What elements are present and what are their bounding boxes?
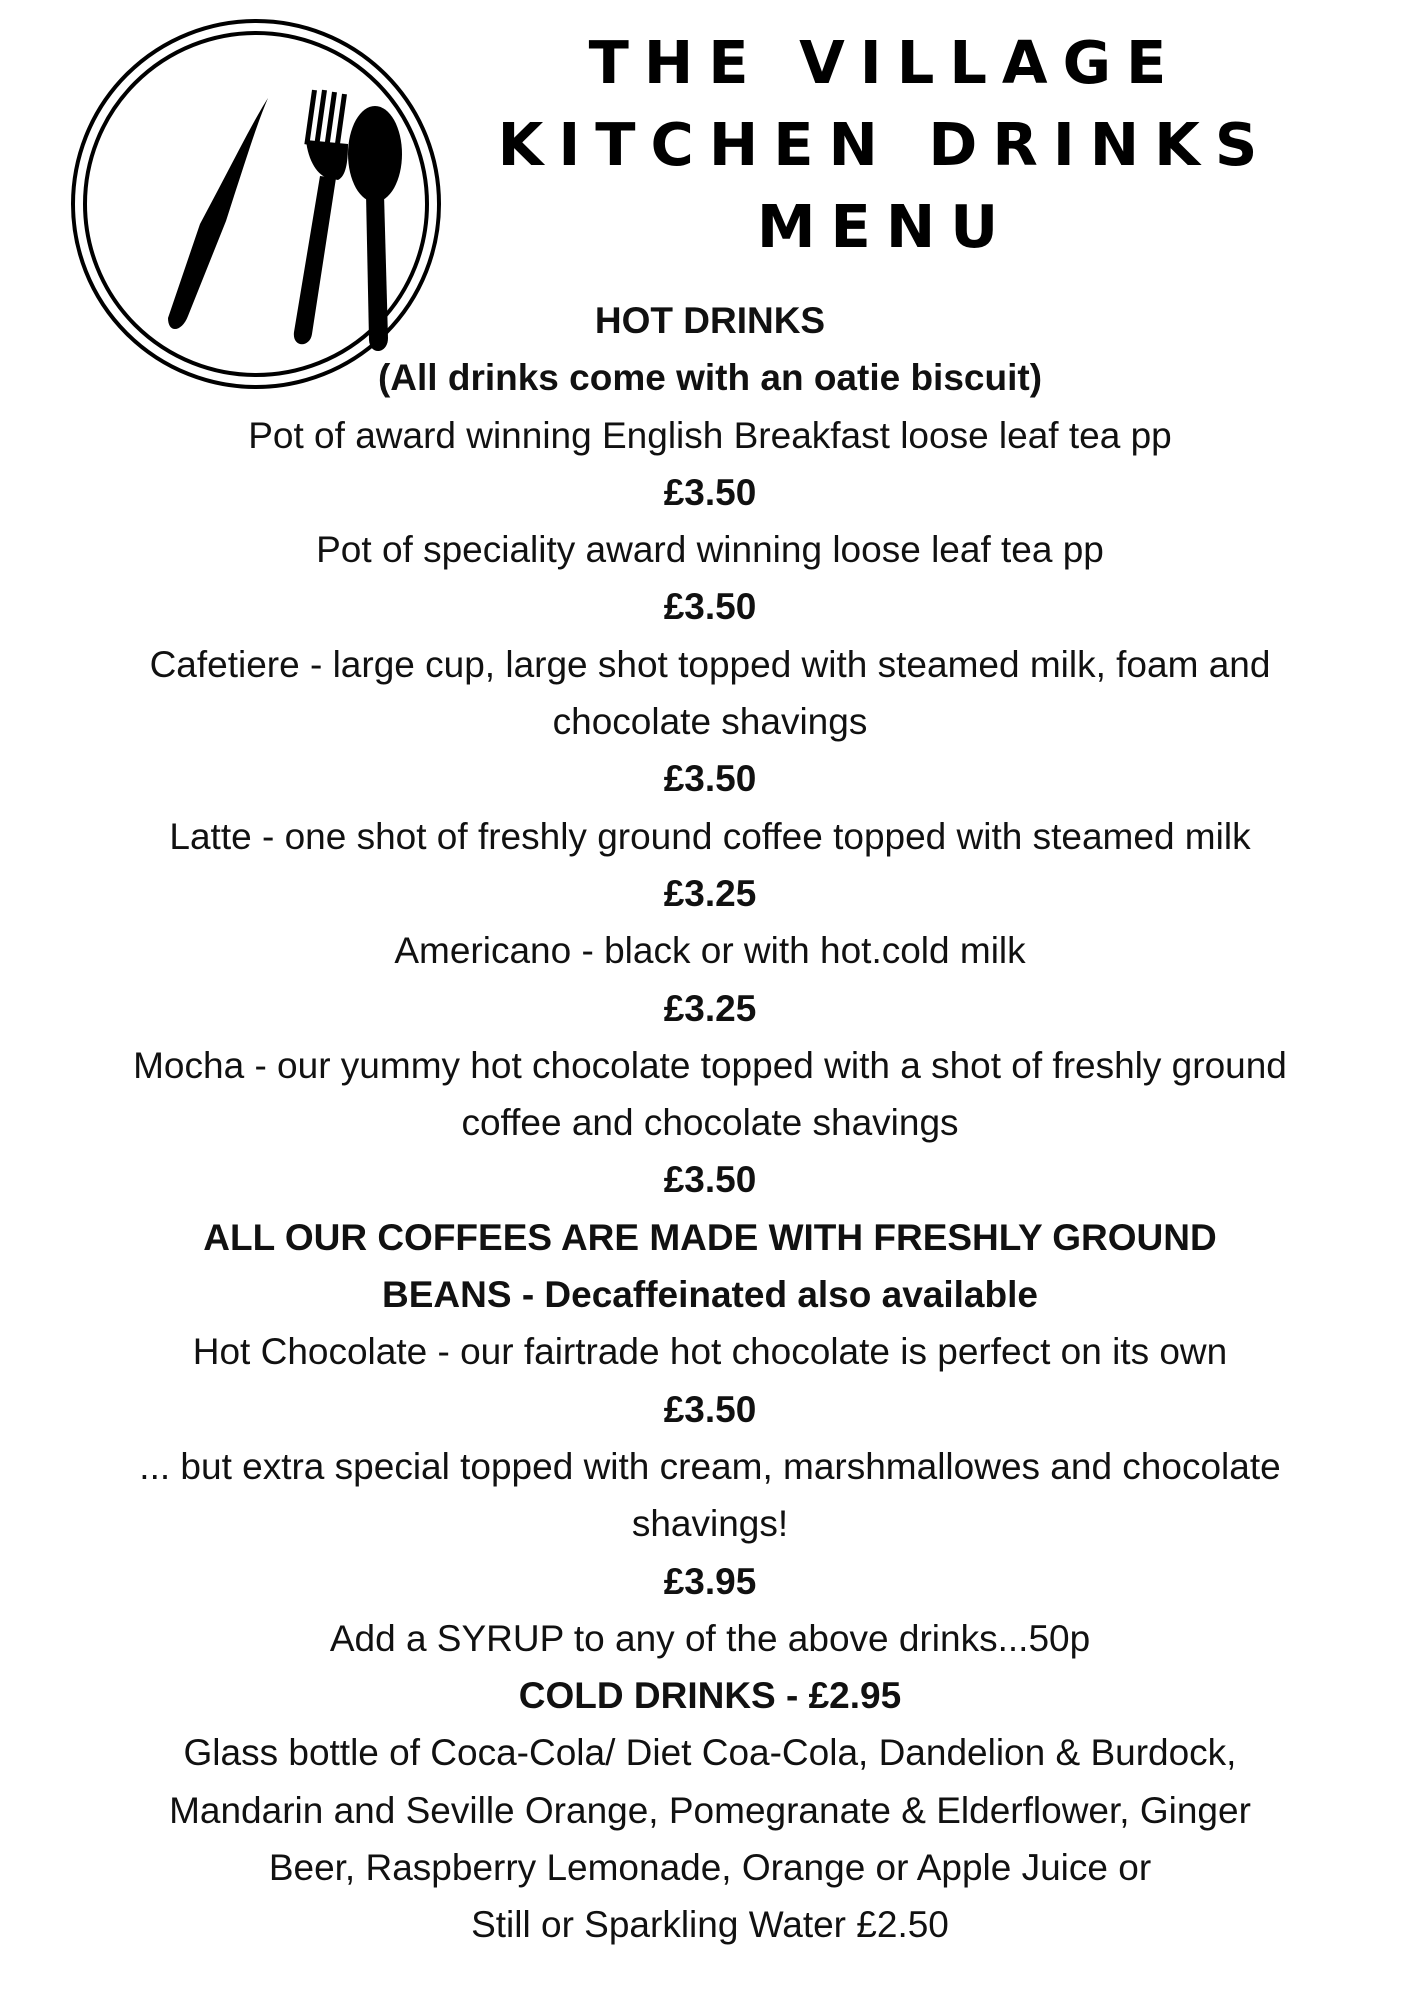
menu-item-price: £3.25 — [663, 872, 757, 914]
cold-drinks-line: Glass bottle of Coca-Cola/ Diet Coa-Cola, Dandelion & Burdock, — [183, 1732, 1237, 1774]
menu-item-price: £3.50 — [663, 586, 757, 628]
menu-title — [470, 22, 1300, 268]
hot-drinks-subheading: (All drinks come with an oatie biscuit) — [377, 357, 1043, 399]
menu-item-description-continued: coffee and chocolate shavings — [461, 1102, 959, 1144]
menu-item-price: £3.50 — [663, 1159, 757, 1201]
coffee-note-line-2: BEANS - Decaffeinated also available — [382, 1274, 1038, 1316]
syrup-note: Add a SYRUP to any of the above drinks...50p — [329, 1617, 1091, 1659]
menu-item-description: Mocha - our yummy hot chocolate topped with a shot of freshly ground — [133, 1044, 1287, 1086]
hot-drinks-heading: HOT DRINKS — [594, 300, 826, 341]
menu-item-price: £3.50 — [663, 758, 757, 800]
coffee-note-line-1: ALL OUR COFFEES ARE MADE WITH FRESHLY GROUND — [203, 1216, 1217, 1258]
menu-item-price: £3.50 — [663, 471, 757, 513]
cold-drinks-line: Still or Sparkling Water £2.50 — [471, 1904, 949, 1946]
cold-drinks-line: Beer, Raspberry Lemonade, Orange or Apple Juice or — [268, 1847, 1152, 1889]
cold-drinks-heading: COLD DRINKS - £2.95 — [518, 1675, 902, 1717]
menu-item-description-continued: shavings! — [631, 1503, 789, 1545]
menu-content — [40, 292, 1380, 1954]
cold-drinks-line: Mandarin and Seville Orange, Pomegranate & Elderflower, Ginger — [169, 1789, 1251, 1831]
menu-item-description: Americano - black or with hot.cold milk — [394, 930, 1026, 972]
title-line-2: KITCHEN DRINKS — [497, 110, 1273, 179]
menu-item-description-continued: chocolate shavings — [552, 701, 868, 743]
menu-item-description: ... but extra special topped with cream, marshmallowes and chocolate — [139, 1445, 1281, 1487]
menu-item-description: Pot of award winning English Breakfast loose leaf tea pp — [248, 414, 1172, 456]
menu-item-description: Hot Chocolate - our fairtrade hot chocolate is perfect on its own — [192, 1331, 1228, 1373]
menu-item-price: £3.50 — [663, 1388, 757, 1430]
menu-item-description: Cafetiere - large cup, large shot topped with steamed milk, foam and — [149, 643, 1271, 685]
title-line-1: THE VILLAGE — [588, 28, 1182, 97]
menu-item-description: Latte - one shot of freshly ground coffee topped with steamed milk — [169, 815, 1251, 857]
menu-item-price: £3.25 — [663, 987, 757, 1029]
title-line-3: MENU — [756, 192, 1014, 261]
menu-item-price: £3.95 — [663, 1560, 757, 1602]
menu-item-description: Pot of speciality award winning loose leaf tea pp — [316, 529, 1104, 571]
